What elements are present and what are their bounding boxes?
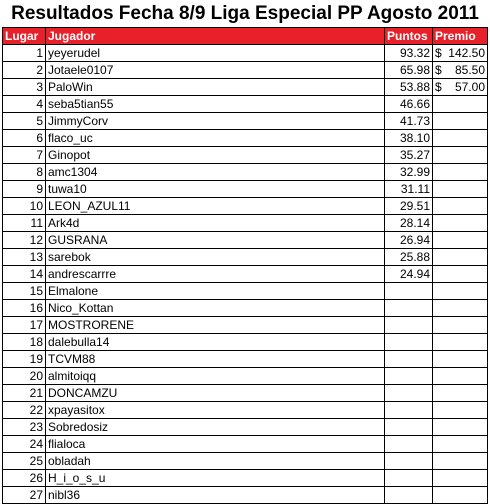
puntos-cell: [385, 453, 433, 470]
premio-cell: [433, 130, 488, 147]
puntos-cell: [385, 283, 433, 300]
jugador-cell: obladah: [46, 453, 385, 470]
table-row: [3, 113, 488, 130]
lugar-cell: 6: [3, 130, 46, 147]
premio-cell: [433, 368, 488, 385]
header-puntos: Puntos: [385, 28, 433, 45]
table-row: [3, 470, 488, 487]
table-header-row: [3, 28, 488, 45]
lugar-cell: 19: [3, 351, 46, 368]
puntos-cell: [385, 317, 433, 334]
jugador-cell: JimmyCorv: [46, 113, 385, 130]
premio-currency: $: [435, 80, 442, 94]
puntos-cell: [385, 419, 433, 436]
puntos-cell: 38.10: [385, 130, 433, 147]
puntos-cell: 31.11: [385, 181, 433, 198]
table-row: [3, 368, 488, 385]
premio-currency: $: [435, 63, 442, 77]
lugar-cell: 12: [3, 232, 46, 249]
table-row: [3, 249, 488, 266]
lugar-cell: 3: [3, 79, 46, 96]
puntos-cell: 93.32: [385, 45, 433, 62]
premio-cell: [433, 79, 488, 96]
table-row: [3, 62, 488, 79]
premio-cell: [433, 215, 488, 232]
lugar-cell: 15: [3, 283, 46, 300]
jugador-cell: andrescarrre: [46, 266, 385, 283]
lugar-cell: 18: [3, 334, 46, 351]
premio-cell: [433, 453, 488, 470]
table-row: [3, 164, 488, 181]
jugador-cell: PaloWin: [46, 79, 385, 96]
premio-cell: [433, 419, 488, 436]
lugar-cell: 14: [3, 266, 46, 283]
lugar-cell: 9: [3, 181, 46, 198]
lugar-cell: 10: [3, 198, 46, 215]
puntos-cell: 35.27: [385, 147, 433, 164]
lugar-cell: 17: [3, 317, 46, 334]
jugador-cell: amc1304: [46, 164, 385, 181]
jugador-cell: MOSTRORENE: [46, 317, 385, 334]
table-row: [3, 351, 488, 368]
table-row: [3, 181, 488, 198]
jugador-cell: DONCAMZU: [46, 385, 385, 402]
table-row: [3, 419, 488, 436]
jugador-cell: dalebulla14: [46, 334, 385, 351]
lugar-cell: 13: [3, 249, 46, 266]
jugador-cell: nibl36: [46, 487, 385, 504]
results-body: [3, 45, 488, 504]
table-row: [3, 45, 488, 62]
jugador-cell: yeyerudel: [46, 45, 385, 62]
lugar-cell: 23: [3, 419, 46, 436]
jugador-cell: Nico_Kottan: [46, 300, 385, 317]
premio-cell: [433, 164, 488, 181]
puntos-cell: [385, 334, 433, 351]
premio-cell: [433, 283, 488, 300]
results-table: [2, 27, 488, 504]
page-title: Resultados Fecha 8/9 Liga Especial PP Agosto 2011: [11, 3, 479, 24]
jugador-cell: GUSRANA: [46, 232, 385, 249]
jugador-cell: TCVM88: [46, 351, 385, 368]
jugador-cell: almitoiqq: [46, 368, 385, 385]
jugador-cell: Elmalone: [46, 283, 385, 300]
lugar-cell: 5: [3, 113, 46, 130]
puntos-cell: 26.94: [385, 232, 433, 249]
premio-cell: [433, 402, 488, 419]
table-row: [3, 198, 488, 215]
premio-cell: [433, 62, 488, 79]
table-row: [3, 266, 488, 283]
jugador-cell: Jotaele0107: [46, 62, 385, 79]
lugar-cell: 26: [3, 470, 46, 487]
table-row: [3, 385, 488, 402]
premio-cell: [433, 181, 488, 198]
lugar-cell: 27: [3, 487, 46, 504]
jugador-cell: xpayasitox: [46, 402, 385, 419]
lugar-cell: 11: [3, 215, 46, 232]
table-row: [3, 96, 488, 113]
puntos-cell: 32.99: [385, 164, 433, 181]
puntos-cell: 29.51: [385, 198, 433, 215]
premio-cell: [433, 470, 488, 487]
puntos-cell: 24.94: [385, 266, 433, 283]
header-jugador: Jugador: [46, 28, 385, 45]
premio-amount: 142.50: [448, 46, 485, 60]
lugar-cell: 4: [3, 96, 46, 113]
puntos-cell: 28.14: [385, 215, 433, 232]
lugar-cell: 24: [3, 436, 46, 453]
header-lugar: Lugar: [3, 28, 46, 45]
table-row: [3, 130, 488, 147]
puntos-cell: [385, 385, 433, 402]
puntos-cell: 46.66: [385, 96, 433, 113]
jugador-cell: Sobredosiz: [46, 419, 385, 436]
table-row: [3, 487, 488, 504]
puntos-cell: 53.88: [385, 79, 433, 96]
premio-cell: [433, 96, 488, 113]
table-row: [3, 300, 488, 317]
puntos-cell: [385, 402, 433, 419]
puntos-cell: [385, 436, 433, 453]
premio-cell: [433, 317, 488, 334]
puntos-cell: 65.98: [385, 62, 433, 79]
table-row: [3, 232, 488, 249]
table-row: [3, 147, 488, 164]
puntos-cell: [385, 487, 433, 504]
premio-cell: [433, 334, 488, 351]
premio-cell: [433, 487, 488, 504]
jugador-cell: Ginopot: [46, 147, 385, 164]
table-row: [3, 215, 488, 232]
premio-cell: [433, 232, 488, 249]
jugador-cell: LEON_AZUL11: [46, 198, 385, 215]
jugador-cell: flaco_uc: [46, 130, 385, 147]
table-row: [3, 402, 488, 419]
lugar-cell: 22: [3, 402, 46, 419]
jugador-cell: H_i_o_s_u: [46, 470, 385, 487]
lugar-cell: 7: [3, 147, 46, 164]
premio-cell: [433, 300, 488, 317]
jugador-cell: seba5tian55: [46, 96, 385, 113]
premio-cell: [433, 198, 488, 215]
puntos-cell: [385, 300, 433, 317]
header-premio: Premio: [433, 28, 488, 45]
premio-cell: [433, 266, 488, 283]
premio-cell: [433, 385, 488, 402]
lugar-cell: 20: [3, 368, 46, 385]
lugar-cell: 25: [3, 453, 46, 470]
premio-amount: 57.00: [454, 80, 485, 94]
lugar-cell: 21: [3, 385, 46, 402]
premio-cell: [433, 436, 488, 453]
premio-amount: 85.50: [454, 63, 485, 77]
lugar-cell: 16: [3, 300, 46, 317]
premio-cell: [433, 45, 488, 62]
premio-cell: [433, 147, 488, 164]
jugador-cell: sarebok: [46, 249, 385, 266]
puntos-cell: 41.73: [385, 113, 433, 130]
table-row: [3, 283, 488, 300]
lugar-cell: 8: [3, 164, 46, 181]
jugador-cell: tuwa10: [46, 181, 385, 198]
jugador-cell: Ark4d: [46, 215, 385, 232]
lugar-cell: 2: [3, 62, 46, 79]
table-row: [3, 317, 488, 334]
puntos-cell: [385, 470, 433, 487]
puntos-cell: [385, 368, 433, 385]
lugar-cell: 1: [3, 45, 46, 62]
table-row: [3, 79, 488, 96]
premio-cell: [433, 113, 488, 130]
puntos-cell: [385, 351, 433, 368]
table-row: [3, 436, 488, 453]
puntos-cell: 25.88: [385, 249, 433, 266]
jugador-cell: flialoca: [46, 436, 385, 453]
premio-cell: [433, 249, 488, 266]
premio-cell: [433, 351, 488, 368]
table-row: [3, 453, 488, 470]
premio-currency: $: [435, 46, 442, 60]
table-row: [3, 334, 488, 351]
